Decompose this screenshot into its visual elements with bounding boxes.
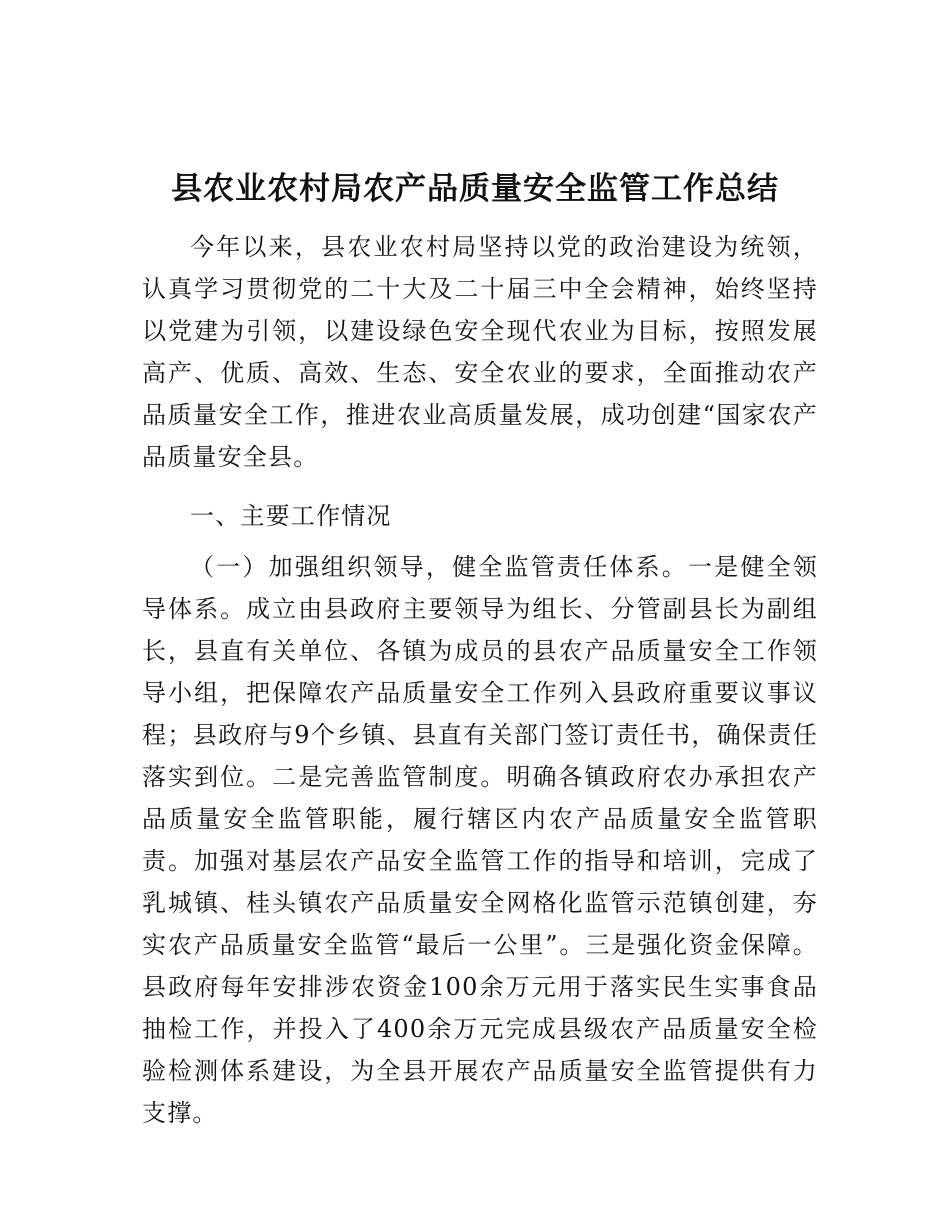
body-paragraph: （一）加强组织领导，健全监管责任体系。一是健全领导体系。成立由县政府主要领导为组长、分管副县长为副组长，县直有关单位、各镇为成员的县农产品质量安全工作领导小组，把保障农产品质量安全工作列入县政府重要议事议程；县政府与9个乡镇、县直有关部门签订责任书，确保责任落实到位。二是完善监管制度。明确各镇政府农办承担农产品质量安全监管职能，履行辖区内农产品质量安全监管职责。加强对基层农产品安全监管工作的指导和培训，完成了乳城镇、桂头镇农产品质量安全网格化监管示范镇创建，夯实农产品质量安全监管“最后一公里”。三是强化资金保障。县政府每年安排涉农资金100余万元用于落实民生实事食品抽检工作，并投入了400余万元完成县级农产品质量安全检验检测体系建设，为全县开展农产品质量安全监管提供有力支撑。	[142, 553, 818, 1127]
section-heading: 一、主要工作情况	[190, 502, 392, 530]
intro-paragraph: 今年以来，县农业农村局坚持以党的政治建设为统领，认真学习贯彻党的二十大及二十届三中全会精神，始终坚持以党建为引领，以建设绿色安全现代农业为目标，按照发展高产、优质、高效、生态、安全农业的要求，全面推动农产品质量安全工作，推进农业高质量发展，成功创建“国家农产品质量安全县。	[142, 233, 818, 471]
document-title: 县农业农村局农产品质量安全监管工作总结	[171, 171, 779, 207]
